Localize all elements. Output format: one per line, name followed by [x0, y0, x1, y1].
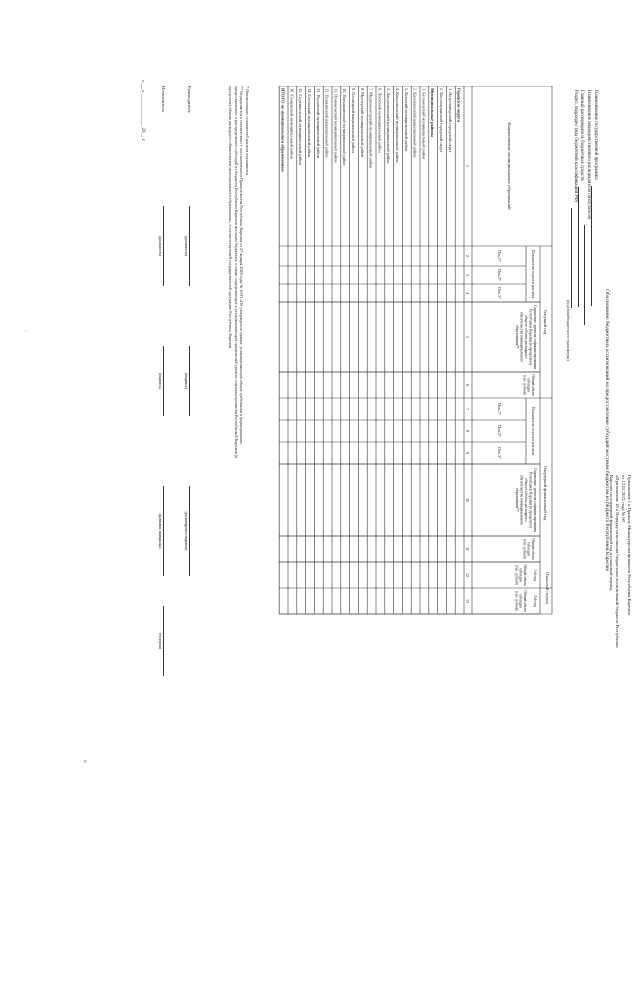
column-number: 1 — [465, 165, 470, 167]
signature-caption: (расшифровка подписи) — [184, 486, 190, 576]
plan-subsidy-header: (тыс. рублей) — [514, 590, 519, 612]
table-row-label: 16. Суоярвский муниципальный район — [289, 88, 295, 159]
next-year-header: Очередной финансовый год — [543, 465, 548, 521]
transfer-type-caption: (вид межбюджетного трансферта) — [565, 300, 571, 361]
table-row-label: 4. Кондопожский муниципальный район — [395, 88, 400, 163]
indicator-header: Пок.3* — [497, 287, 502, 299]
indicator-header: Пок.2* — [497, 425, 502, 437]
total-subsidy-header: (тыс. рублей) — [522, 374, 527, 396]
header-field — [571, 90, 578, 610]
signature-caption: (подпись) — [184, 346, 190, 416]
scan-mark: · — [22, 330, 28, 332]
current-year-header: Текущий год — [543, 309, 548, 335]
indicator-header: Пок.3* — [497, 447, 502, 459]
executor-label: Исполнитель — [161, 86, 166, 112]
header-field-label: Наименование государственной программы — [593, 90, 598, 180]
cofinancing-header: образования** — [514, 325, 519, 349]
table-row-label: 11. Прионежский муниципальный район — [333, 88, 339, 163]
table-row-label: 7. Медвежьегорский муниципальный район — [368, 88, 374, 169]
header-field-label: Главный распорядитель бюджетных средств — [579, 90, 585, 181]
rotated-document — [0, 80, 640, 985]
appendix-block — [608, 475, 632, 765]
header-field — [578, 90, 585, 610]
signature-caption: (телефон) — [158, 606, 164, 676]
table-row-label: 8. Муезерский муниципальный район — [359, 88, 365, 158]
cofinancing-header: обязательства муниципального — [519, 474, 524, 526]
header-field — [591, 90, 598, 610]
table-row-label: 2. Костомукшский городской округ — [439, 88, 444, 153]
header-fields — [564, 90, 598, 610]
plan-year-header: 2-й год — [533, 595, 537, 607]
table-row-label: 6. Лоухский муниципальный район — [377, 88, 383, 153]
header-field-blank — [584, 225, 590, 325]
total-subsidy-header: Общий объем — [531, 374, 535, 396]
cofinancing-header: Справочно: уровень софинансирования — [533, 305, 537, 369]
footnote: ** Определяется в соответствии с постановлением Правительства Республики Карелия от 27 января 2020 года № 10-П «Об утверждении правил, устанавливающих общие требования к формированию, — [239, 86, 245, 446]
table-row-label: 15. Сортавальский муниципальный район — [298, 88, 304, 165]
header-field-blank — [591, 186, 597, 306]
signature-caption: (подпись) — [158, 346, 164, 416]
header-field-blank — [578, 187, 584, 307]
indicator-header: Пок.2* — [497, 269, 502, 281]
column-number: 5 — [465, 336, 470, 338]
table-row-label: ИТОГО по муниципальным образованиям — [280, 88, 286, 172]
cofinancing-header: Республики Карелия (в процентах) — [528, 308, 533, 366]
plan-year-header: 1-й год — [533, 569, 537, 581]
table-row-label: 13. Пудожский муниципальный район — [315, 88, 321, 158]
column-number: 9 — [465, 452, 470, 454]
column-number: 12 — [465, 573, 470, 577]
appendix-line: Приложение 1 к Приказу Министерства финансов Республики Карелия — [627, 475, 632, 615]
header-field — [584, 90, 591, 610]
plan-subsidy-header: субсидии — [518, 567, 523, 583]
total-subsidy-header: (тыс. рублей) — [522, 538, 527, 560]
appendix-line: Карелия на очередной финансовый год и плановый период — [608, 475, 614, 591]
cofinancing-header: Республики Карелия (в процентах) — [528, 471, 533, 529]
column-number: 3 — [465, 274, 470, 276]
header-field-label: Наименование подведомственного распорядителя (получателя) — [586, 90, 592, 220]
footnote: предоставлению и распределению субсидий из бюджета Республики Карелия местным бюджетам, а также определяющих и устанавливающих предельный уровень софинансирования Республикой Карелия (в — [233, 86, 239, 459]
planning-period-header: Плановый период — [545, 572, 550, 604]
column-number: 10 — [465, 498, 470, 502]
cofinancing-header: Справочно: уровень софинансирования — [533, 468, 537, 532]
column-number: 13 — [465, 599, 470, 603]
table-row-label: 1. Беломорский муниципальный район — [421, 88, 427, 160]
cofinancing-header: обязательства муниципального — [519, 311, 524, 363]
appendix-line: «Приложение 18 к Порядку исполнения бюджетных ассигнований бюджета Республики — [614, 475, 620, 648]
table-row-label: 2. Калевальский национальный район — [412, 88, 418, 158]
total-subsidy-header: субсидии — [526, 541, 531, 557]
plan-subsidy-header: Общий объем — [523, 564, 527, 586]
signature-caption: (фамилия, инициалы) — [158, 486, 164, 576]
cofinancing-header: образования** — [514, 488, 519, 512]
table-row-label: 10. Питкярантский муниципальный район — [342, 88, 348, 166]
table-text — [281, 88, 550, 612]
plan-subsidy-header: Общий объем — [523, 590, 527, 612]
table-row-label: 12. Пряжинский национальный район — [324, 88, 330, 158]
plan-subsidy-header: субсидии — [518, 593, 523, 609]
total-subsidy-header: Общий объем — [531, 538, 535, 560]
column-number: 6 — [465, 384, 470, 386]
table-row-label: 5. Лахденпохский муниципальный район — [386, 88, 392, 164]
indicator-header: Пок.1* — [497, 403, 502, 415]
signature-row-head — [176, 86, 192, 776]
signature-caption: (должность) — [184, 206, 190, 286]
table-row-label: Городские округа — [456, 88, 462, 123]
table-row-label: 9. Олонецкий национальный район — [351, 88, 356, 153]
cofinancing-header: общего объема расходного — [523, 315, 528, 359]
scan-mark: » — [82, 760, 88, 763]
table-row-label: 3. Кемский муниципальный район — [403, 88, 409, 152]
footnote: * Наименование показателей расчета указывается — [245, 86, 250, 175]
footnotes — [228, 86, 250, 776]
column-number: 11 — [465, 547, 470, 551]
table-row-label: 1. Петрозаводский городской округ — [447, 88, 453, 153]
head-label: Руководитель — [187, 86, 192, 113]
calc-indicators-header: Показатели оценки расчета — [531, 406, 536, 456]
column-number: 8 — [465, 430, 470, 432]
column-number: 7 — [465, 408, 470, 410]
header-field-blank — [571, 208, 577, 308]
column-number: 2 — [465, 255, 470, 257]
column-number: 4 — [465, 292, 470, 294]
header-field-label: Раздел, подраздел (код бюджетной классификации РФ) — [572, 90, 578, 203]
table-row-label: 14. Сегежский муниципальный район — [307, 88, 312, 158]
budget-table — [255, 86, 560, 786]
plan-subsidy-header: (тыс. рублей) — [514, 564, 519, 586]
indicator-header: Пок.1* — [497, 250, 502, 262]
document-title: Обоснование бюджетных ассигнований на предоставление субсидий местным бюджетам из бюджета Республики Карелия — [604, 289, 610, 571]
appendix-line: от 12.02.2021 года № 60 — [620, 475, 626, 522]
name-column-header: Наименование муниципальных образований — [507, 122, 512, 210]
footnote: процентах) объема расходного обязательства муниципального образования», в соответствующей государственной программе Республики Карелия — [228, 86, 234, 349]
cofinancing-header: общего объема расходного — [523, 478, 528, 522]
calc-indicators-header: Показатели оценки расчета — [531, 249, 536, 299]
signature-block — [150, 86, 200, 776]
signature-row-executor — [150, 86, 166, 776]
date-line: «___» _____________ 20__ г. — [140, 80, 145, 142]
total-subsidy-header: субсидии — [526, 377, 531, 393]
signature-caption: (должность) — [158, 206, 164, 286]
table-row-label: Муниципальные районы — [430, 88, 436, 138]
